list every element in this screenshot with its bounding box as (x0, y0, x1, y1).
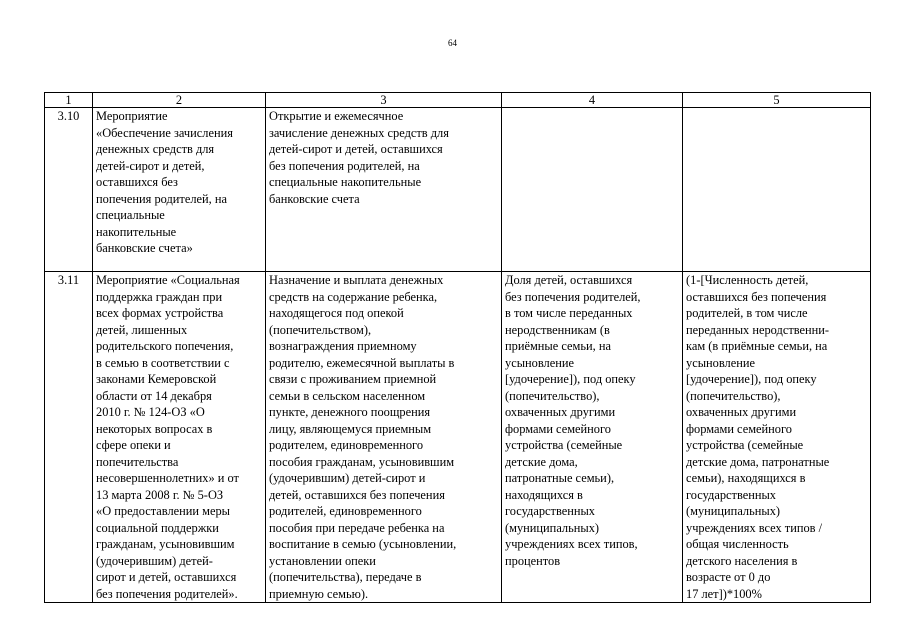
measure-cell: Мероприятие «Обеспечение зачисления денежных средств для детей-сирот и детей, оставшихся без попечения родителей, на специальные накопительные банковские счета» (93, 108, 266, 272)
formula-cell: (1-[Численность детей, оставшихся без попечения родителей, в том числе переданных неродственни- кам (в приёмные семьи, на усыновление [удочерение]), под опеку (попечительство), охваченных другими формами семейного устройства (семейные детские дома, патронатные семьи), находящихся в государственных (муниципальных) учреждениях всех типов / общая численность детского населения в возрасте от 0 до 17 лет])*100% (683, 272, 871, 603)
indicator-cell: Доля детей, оставшихся без попечения родителей, в том числе переданных неродственникам (в приёмные семьи, на усыновление [удочерение]), под опеку (попечительство), охваченных другими формами семейного устройства (семейные детские дома, патронатные семьи), находящихся в государственных (муниципальных) учреждениях всех типов, процентов (502, 272, 683, 603)
table-row (45, 272, 871, 603)
column-header: 2 (93, 93, 266, 108)
content-cell: Назначение и выплата денежных средств на содержание ребенка, находящегося под опекой (попечительством), вознаграждения приемному родителю, ежемесячной выплаты в связи с проживанием приемной семьи в сельском населенном пункте, денежного поощрения лицу, являющемуся приемным родителем, единовременного пособия гражданам, усыновившим (удочерившим) детей-сирот и детей, оставшихся без попечения родителей, единовременного пособия при передаче ребенка на воспитание в семью (усыновлении, установлении опеки (попечительства), передаче в приемную семью). (266, 272, 502, 603)
column-header: 3 (266, 93, 502, 108)
measure-cell: Мероприятие «Социальная поддержка граждан при всех формах устройства детей, лишенных родительского попечения, в семью в соответствии с законами Кемеровской области от 14 декабря 2010 г. № 124-ОЗ «О некоторых вопросах в сфере опеки и попечительства несовершеннолетних» и от 13 марта 2008 г. № 5-ОЗ «О предоставлении меры социальной поддержки гражданам, усыновившим (удочерившим) детей- сирот и детей, оставшихся без попечения родителей». (93, 272, 266, 603)
column-header: 1 (45, 93, 93, 108)
formula-cell (683, 108, 871, 272)
row-number: 3.10 (45, 108, 93, 272)
column-header: 5 (683, 93, 871, 108)
row-number: 3.11 (45, 272, 93, 603)
page-number: 64 (448, 38, 457, 48)
table-row (45, 108, 871, 272)
column-header: 4 (502, 93, 683, 108)
indicator-cell (502, 108, 683, 272)
program-table (44, 92, 871, 603)
table-header-row (45, 93, 871, 108)
content-cell: Открытие и ежемесячное зачисление денежных средств для детей-сирот и детей, оставшихся без попечения родителей, на специальные накопительные банковские счета (266, 108, 502, 272)
